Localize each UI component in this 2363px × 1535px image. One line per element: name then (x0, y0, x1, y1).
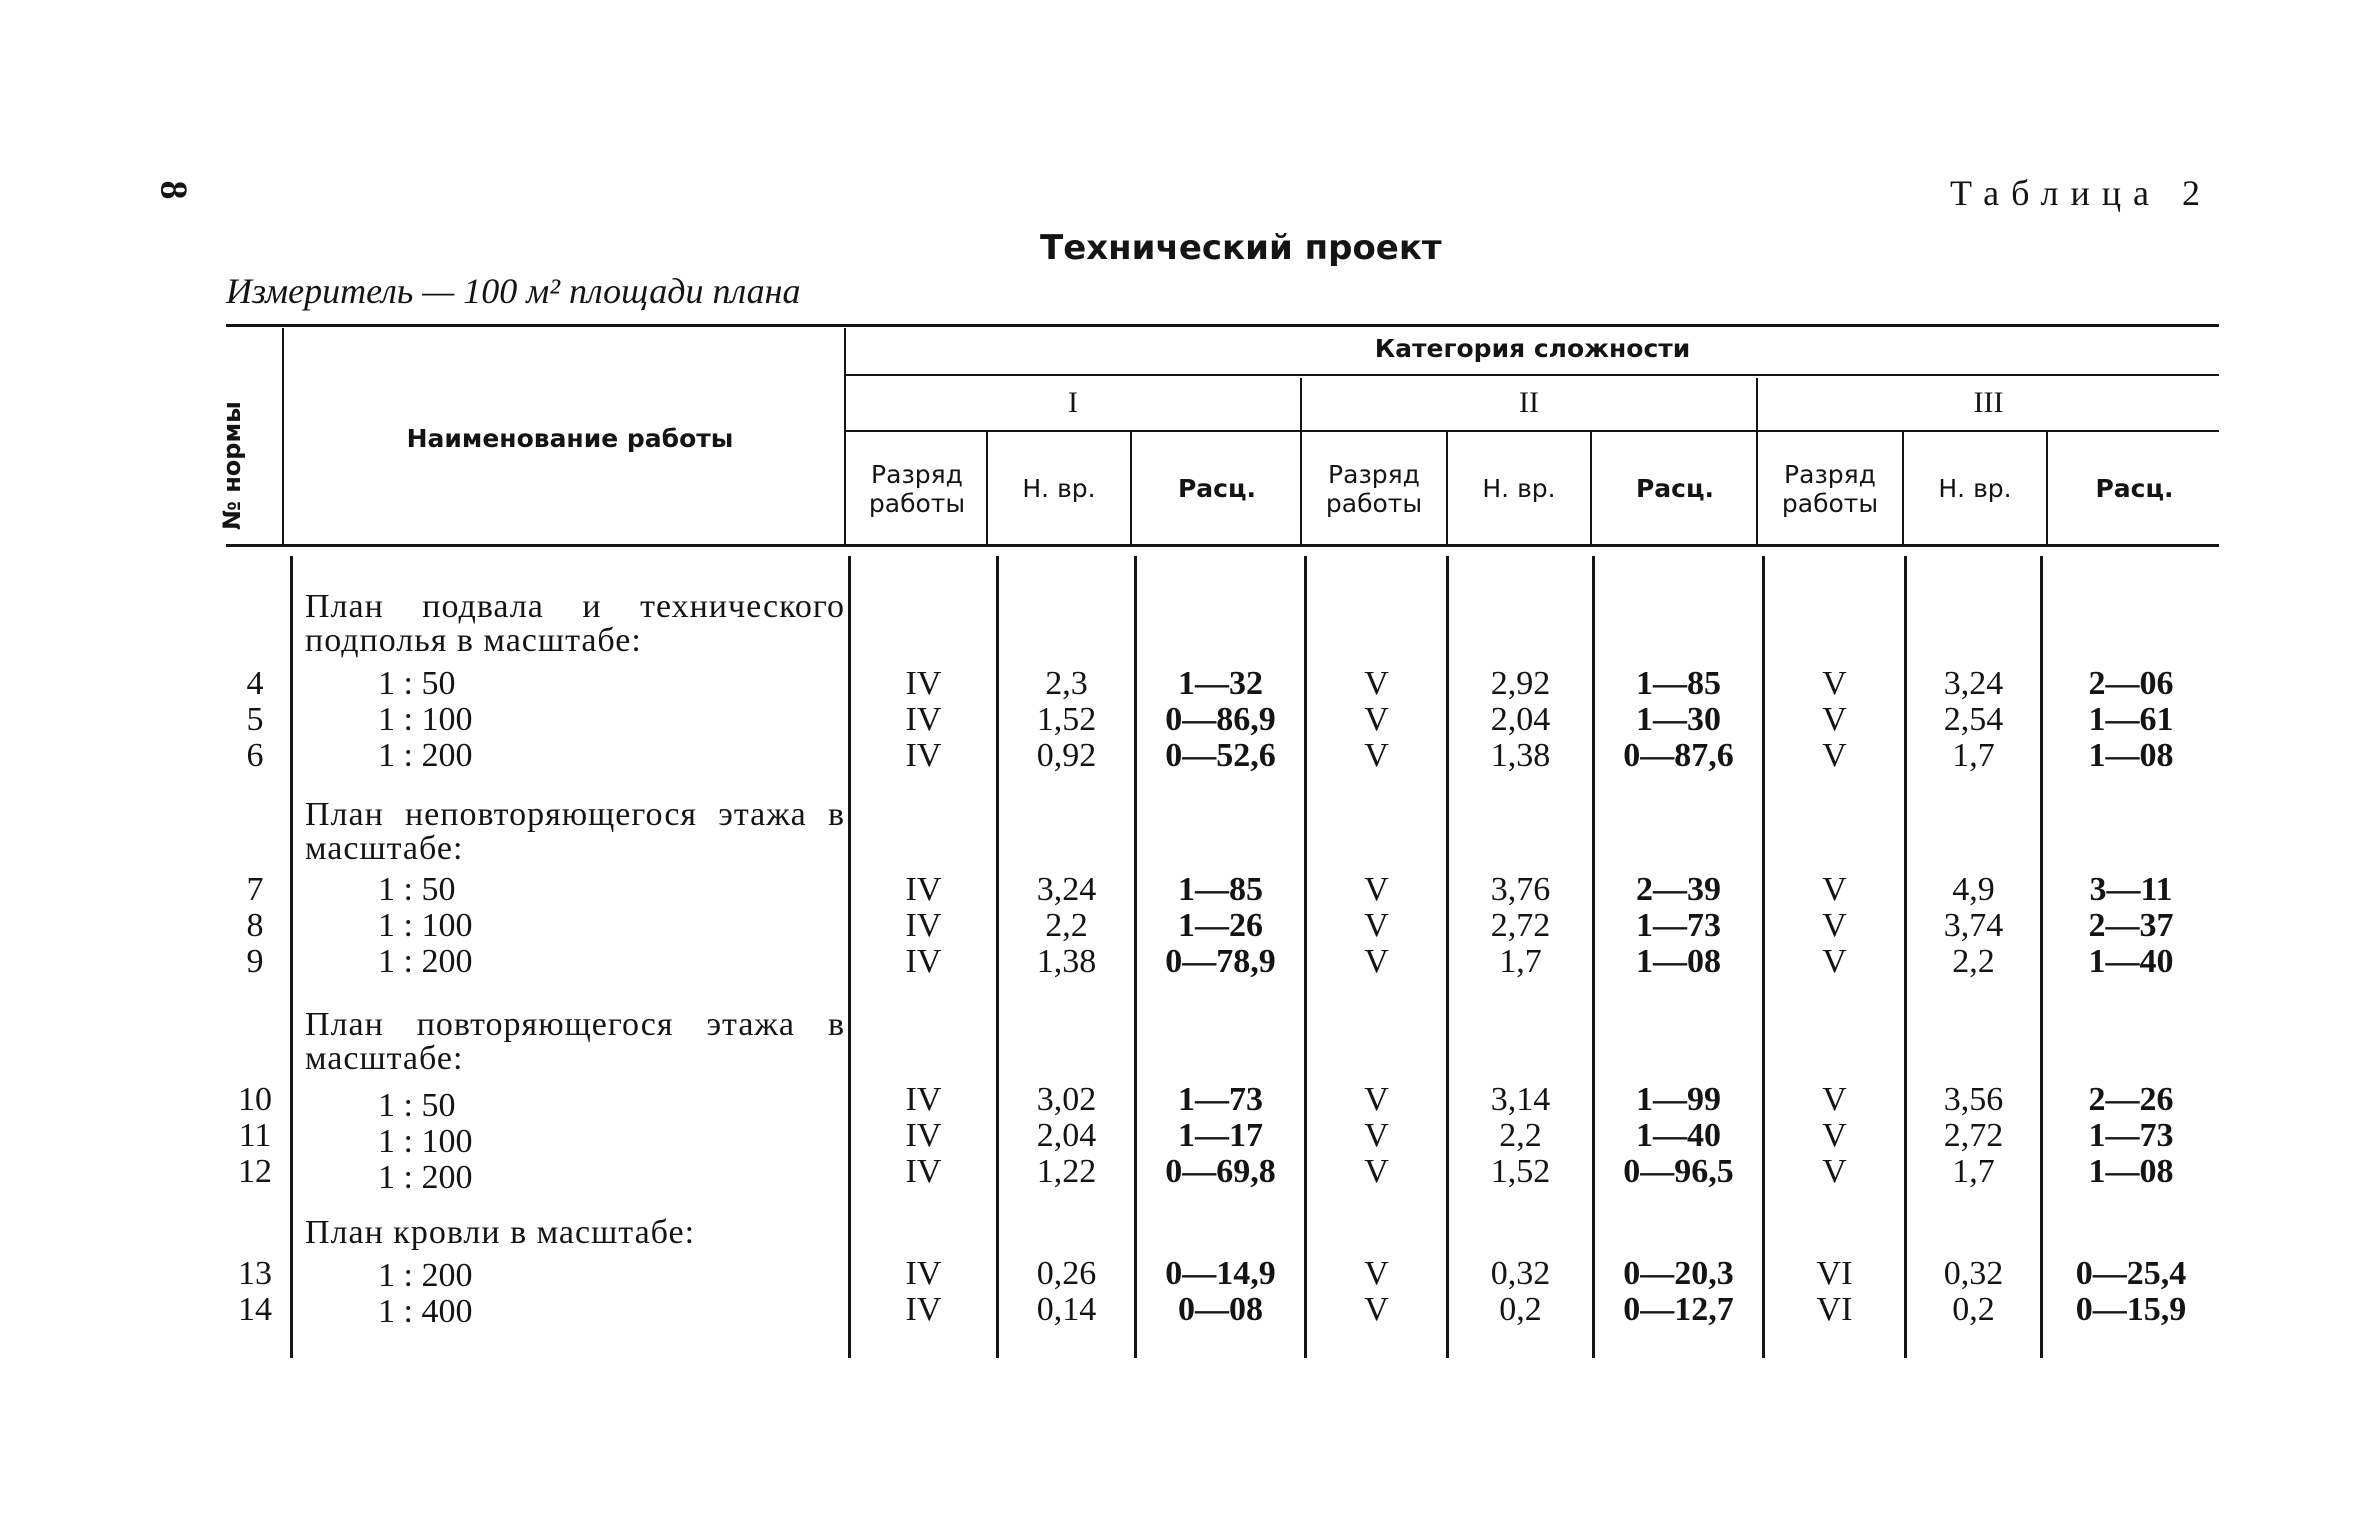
complexity-category-header: Категория сложности (1374, 334, 1691, 363)
rate-cell: 0—52,6 (1165, 737, 1276, 774)
grade-cell: V (1822, 871, 1847, 908)
rate-cell: 1—73 (1636, 907, 1721, 944)
time-norm-cell: 2,2 (1499, 1117, 1542, 1154)
scale-label: 1 : 200 (378, 943, 473, 980)
time-norm-cell: 1,22 (1036, 1153, 1097, 1190)
grade-cell: VI (1816, 1291, 1853, 1328)
rate-cell: 1—08 (2088, 1153, 2174, 1190)
norm-number: 7 (246, 871, 264, 908)
group-title: План подвала и технического подполья в масштабе: (305, 588, 845, 659)
time-norm-cell: 1,38 (1490, 737, 1551, 774)
group-title: План кровли в масштабе: (305, 1214, 696, 1251)
grade-cell: V (1822, 665, 1847, 702)
time-norm-header: Н. вр. (1938, 474, 2012, 503)
time-norm-header: Н. вр. (1022, 474, 1096, 503)
rate-cell: 1—85 (1636, 665, 1721, 702)
norm-number: 12 (238, 1153, 272, 1190)
rate-cell: 0—12,7 (1623, 1291, 1734, 1328)
time-norm-cell: 2,3 (1045, 665, 1088, 702)
norm-number: 11 (238, 1117, 272, 1154)
rate-cell: 1—61 (2088, 701, 2174, 738)
time-norm-cell: 3,76 (1490, 871, 1551, 908)
subcategory-rule (846, 430, 2219, 432)
grade-cell: IV (905, 1081, 942, 1118)
time-norm-cell: 2,72 (1490, 907, 1551, 944)
category-i-header: I (1068, 386, 1078, 419)
grade-cell: V (1822, 701, 1847, 738)
grade-cell: V (1364, 665, 1389, 702)
rate-cell: 3—11 (2089, 871, 2173, 908)
table-top-rule (226, 324, 2219, 327)
norm-number: 9 (246, 943, 264, 980)
grade-cell: IV (905, 1255, 942, 1292)
time-norm-cell: 0,14 (1036, 1291, 1097, 1328)
time-norm-cell: 1,38 (1036, 943, 1097, 980)
rate-cell: 1—26 (1178, 907, 1263, 944)
group-title: План повторяющегося этажа в масштабе: (305, 1006, 845, 1077)
time-norm-cell: 2,04 (1490, 701, 1551, 738)
rate-cell: 1—08 (1636, 943, 1721, 980)
rate-cell: 0—25,4 (2075, 1255, 2187, 1292)
time-norm-cell: 1,52 (1036, 701, 1097, 738)
grade-cell: V (1822, 737, 1847, 774)
time-norm-cell: 0,32 (1490, 1255, 1551, 1292)
grade-cell: V (1364, 871, 1389, 908)
time-norm-cell: 3,74 (1943, 907, 2004, 944)
category-rule (846, 374, 2219, 376)
rate-cell: 1—30 (1636, 701, 1721, 738)
unit-of-measure: Измеритель — 100 м² площади плана (226, 271, 801, 311)
norm-number: 13 (238, 1255, 272, 1292)
time-norm-cell: 1,52 (1490, 1153, 1551, 1190)
header-divider (986, 432, 988, 544)
scale-label: 1 : 200 (378, 1257, 473, 1294)
grade-cell: IV (905, 871, 942, 908)
grade-cell: V (1822, 1081, 1847, 1118)
time-norm-cell: 2,2 (1952, 943, 1995, 980)
scale-label: 1 : 200 (378, 737, 473, 774)
scale-label: 1 : 100 (378, 1123, 473, 1160)
norm-number: 10 (238, 1081, 272, 1118)
grade-cell: V (1364, 943, 1389, 980)
grade-cell: V (1822, 907, 1847, 944)
rate-cell: 1—73 (2088, 1117, 2174, 1154)
time-norm-cell: 3,14 (1490, 1081, 1551, 1118)
grade-header: Разряд работы (1325, 460, 1423, 518)
rate-cell: 1—85 (1178, 871, 1263, 908)
grade-cell: IV (905, 943, 942, 980)
rate-cell: 0—96,5 (1623, 1153, 1734, 1190)
rate-cell: 0—87,6 (1623, 737, 1734, 774)
time-norm-header: Н. вр. (1482, 474, 1556, 503)
time-norm-cell: 3,24 (1036, 871, 1097, 908)
time-norm-cell: 4,9 (1952, 871, 1995, 908)
grade-cell: IV (905, 737, 942, 774)
scale-label: 1 : 50 (378, 665, 456, 702)
header-bottom-rule (226, 544, 2219, 547)
rate-cell: 2—39 (1636, 871, 1721, 908)
rate-cell: 0—86,9 (1165, 701, 1276, 738)
time-norm-cell: 1,7 (1952, 737, 1995, 774)
scale-label: 1 : 100 (378, 701, 473, 738)
time-norm-cell: 1,7 (1499, 943, 1542, 980)
grade-cell: V (1822, 1153, 1847, 1190)
rate-cell: 1—73 (1178, 1081, 1263, 1118)
group-title: План неповторяющегося этажа в масштабе: (305, 796, 845, 867)
header-divider (2046, 432, 2048, 544)
scale-label: 1 : 200 (378, 1159, 473, 1196)
category-ii-header: II (1519, 386, 1539, 419)
time-norm-cell: 0,26 (1036, 1255, 1097, 1292)
grade-cell: V (1364, 1255, 1389, 1292)
table-label: Таблица 2 (1950, 173, 2212, 213)
rate-header: Расц. (2095, 474, 2174, 503)
time-norm-cell: 2,54 (1943, 701, 2004, 738)
scale-label: 1 : 50 (378, 871, 456, 908)
rate-header: Расц. (1635, 474, 1715, 503)
body-divider (290, 556, 293, 1358)
time-norm-cell: 0,32 (1943, 1255, 2004, 1292)
grade-cell: IV (905, 665, 942, 702)
rate-cell: 0—20,3 (1623, 1255, 1734, 1292)
work-name-header: Наименование работы (406, 424, 734, 453)
grade-cell: V (1364, 1291, 1389, 1328)
document-title: Технический проект (1040, 228, 1442, 268)
grade-cell: V (1364, 701, 1389, 738)
rate-cell: 0—08 (1178, 1291, 1263, 1328)
rate-cell: 1—17 (1178, 1117, 1263, 1154)
scale-label: 1 : 50 (378, 1087, 456, 1124)
time-norm-cell: 2,2 (1045, 907, 1088, 944)
time-norm-cell: 0,92 (1036, 737, 1097, 774)
rate-cell: 1—99 (1636, 1081, 1721, 1118)
grade-cell: IV (905, 1153, 942, 1190)
rate-cell: 1—40 (2088, 943, 2174, 980)
norm-number: 14 (238, 1291, 272, 1328)
page-number: 8 (152, 180, 195, 200)
rate-cell: 1—40 (1636, 1117, 1721, 1154)
time-norm-cell: 3,56 (1943, 1081, 2004, 1118)
rate-cell: 2—26 (2088, 1081, 2174, 1118)
norm-number-header: № нормы (218, 401, 246, 530)
grade-header: Разряд работы (1781, 460, 1879, 518)
time-norm-cell: 1,7 (1952, 1153, 1995, 1190)
scale-label: 1 : 100 (378, 907, 473, 944)
time-norm-cell: 0,2 (1499, 1291, 1542, 1328)
header-divider (1590, 432, 1592, 544)
grade-cell: V (1364, 737, 1389, 774)
grade-cell: V (1364, 1153, 1389, 1190)
grade-cell: V (1822, 943, 1847, 980)
norm-number: 4 (246, 665, 264, 702)
time-norm-cell: 3,02 (1036, 1081, 1097, 1118)
grade-cell: IV (905, 1117, 942, 1154)
rate-cell: 0—69,8 (1165, 1153, 1276, 1190)
time-norm-cell: 0,2 (1952, 1291, 1995, 1328)
rate-cell: 0—14,9 (1165, 1255, 1276, 1292)
grade-cell: IV (905, 701, 942, 738)
header-divider (1130, 432, 1132, 544)
grade-cell: IV (905, 907, 942, 944)
header-divider (1902, 432, 1904, 544)
time-norm-cell: 2,04 (1036, 1117, 1097, 1154)
grade-cell: V (1364, 1081, 1389, 1118)
norm-number: 6 (246, 737, 264, 774)
rate-cell: 1—08 (2088, 737, 2174, 774)
header-divider (1446, 432, 1448, 544)
grade-cell: V (1364, 907, 1389, 944)
rate-cell: 0—78,9 (1165, 943, 1276, 980)
header-divider (282, 328, 284, 544)
norm-number: 8 (246, 907, 264, 944)
rate-header: Расц. (1177, 474, 1257, 503)
time-norm-cell: 2,72 (1943, 1117, 2004, 1154)
scale-label: 1 : 400 (378, 1293, 473, 1330)
grade-cell: V (1364, 1117, 1389, 1154)
category-iii-header: III (1973, 386, 2004, 419)
time-norm-cell: 3,24 (1943, 665, 2004, 702)
grade-cell: V (1822, 1117, 1847, 1154)
grade-cell: IV (905, 1291, 942, 1328)
time-norm-cell: 2,92 (1490, 665, 1551, 702)
rate-cell: 2—06 (2088, 665, 2174, 702)
grade-header: Разряд работы (868, 460, 966, 518)
rate-cell: 1—32 (1178, 665, 1263, 702)
norm-number: 5 (246, 701, 264, 738)
rate-cell: 0—15,9 (2075, 1291, 2187, 1328)
grade-cell: VI (1816, 1255, 1853, 1292)
rate-cell: 2—37 (2088, 907, 2174, 944)
